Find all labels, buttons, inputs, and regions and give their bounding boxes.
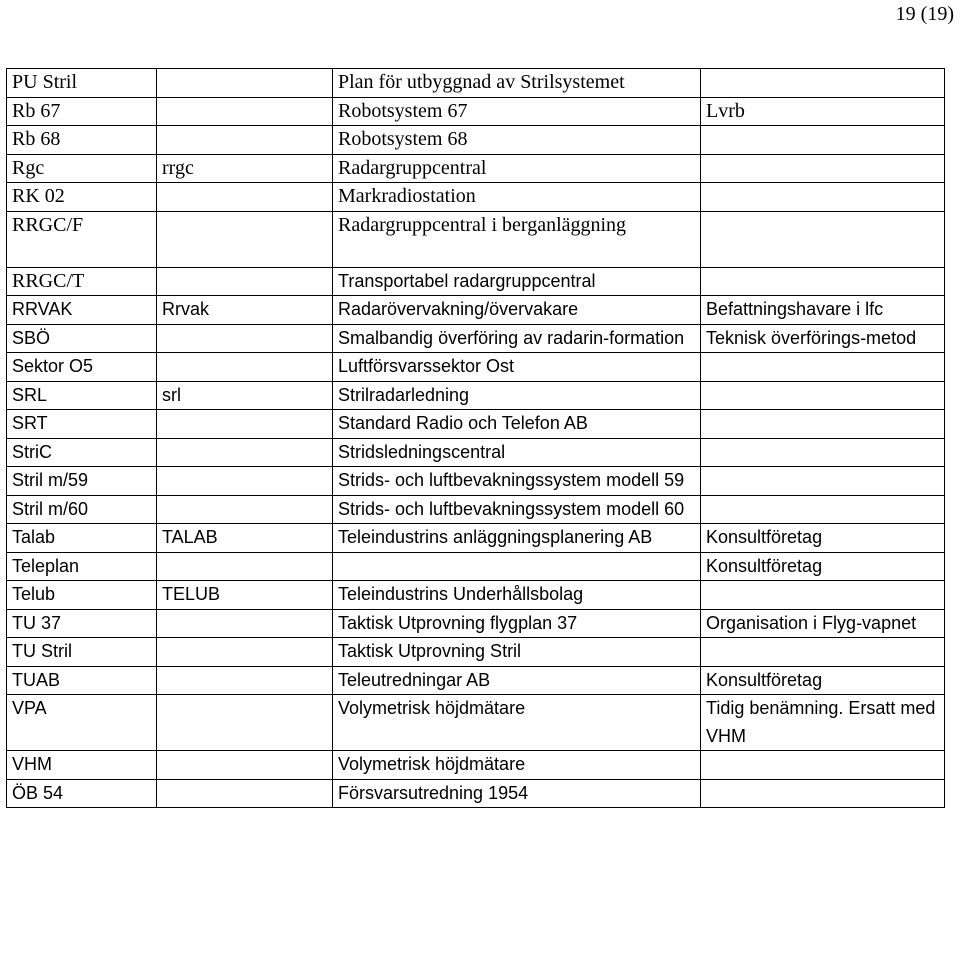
alt-abbr-cell: TALAB — [157, 524, 333, 553]
abbr-cell: SRT — [7, 410, 157, 439]
table-row — [7, 695, 945, 751]
note-cell: Befattningshavare i lfc — [701, 296, 945, 325]
alt-abbr-cell — [157, 324, 333, 353]
table-row — [7, 324, 945, 353]
meaning-cell: Försvarsutredning 1954 — [333, 779, 701, 808]
alt-abbr-cell — [157, 97, 333, 126]
meaning-cell: Stridsledningscentral — [333, 438, 701, 467]
meaning-cell: Teleutredningar AB — [333, 666, 701, 695]
table-row — [7, 495, 945, 524]
note-cell — [701, 154, 945, 183]
abbr-cell: Sektor O5 — [7, 353, 157, 382]
meaning-cell: Standard Radio och Telefon AB — [333, 410, 701, 439]
meaning-cell: Teleindustrins anläggningsplanering AB — [333, 524, 701, 553]
meaning-cell: Radargruppcentral i berganläggning — [333, 211, 701, 267]
abbr-cell: PU Stril — [7, 69, 157, 98]
meaning-cell: Volymetrisk höjdmätare — [333, 695, 701, 751]
table-row — [7, 666, 945, 695]
abbr-cell: StriC — [7, 438, 157, 467]
abbreviation-table — [6, 68, 945, 808]
alt-abbr-cell — [157, 751, 333, 780]
abbr-cell: Teleplan — [7, 552, 157, 581]
note-cell: Konsultföretag — [701, 524, 945, 553]
alt-abbr-cell: srl — [157, 381, 333, 410]
meaning-cell: Taktisk Utprovning Stril — [333, 638, 701, 667]
note-cell — [701, 211, 945, 267]
abbr-cell: Telub — [7, 581, 157, 610]
alt-abbr-cell — [157, 779, 333, 808]
table-row — [7, 581, 945, 610]
meaning-cell: Radargruppcentral — [333, 154, 701, 183]
meaning-cell: Taktisk Utprovning flygplan 37 — [333, 609, 701, 638]
note-cell — [701, 69, 945, 98]
note-cell — [701, 495, 945, 524]
abbr-cell: ÖB 54 — [7, 779, 157, 808]
table-row — [7, 381, 945, 410]
note-cell — [701, 581, 945, 610]
table-row — [7, 267, 945, 296]
abbr-cell: Stril m/60 — [7, 495, 157, 524]
meaning-cell — [333, 552, 701, 581]
alt-abbr-cell — [157, 666, 333, 695]
alt-abbr-cell — [157, 638, 333, 667]
note-cell — [701, 638, 945, 667]
alt-abbr-cell — [157, 495, 333, 524]
table-row — [7, 524, 945, 553]
meaning-cell: Radarövervakning/övervakare — [333, 296, 701, 325]
meaning-cell: Volymetrisk höjdmätare — [333, 751, 701, 780]
meaning-cell: Plan för utbyggnad av Strilsystemet — [333, 69, 701, 98]
table-row — [7, 638, 945, 667]
note-cell — [701, 779, 945, 808]
table-row — [7, 126, 945, 155]
note-cell: Teknisk överförings-metod — [701, 324, 945, 353]
abbr-cell: Rb 67 — [7, 97, 157, 126]
note-cell — [701, 467, 945, 496]
table-row — [7, 183, 945, 212]
abbr-text: RRGC/F — [12, 213, 84, 236]
alt-abbr-cell — [157, 467, 333, 496]
note-cell — [701, 353, 945, 382]
meaning-cell: Strids- och luftbevakningssystem modell 59 — [333, 467, 701, 496]
meaning-cell: Strilradarledning — [333, 381, 701, 410]
note-cell — [701, 126, 945, 155]
abbr-cell: TU 37 — [7, 609, 157, 638]
abbr-cell: RRGC/T — [7, 267, 157, 296]
note-cell — [701, 438, 945, 467]
note-cell: Konsultföretag — [701, 552, 945, 581]
table-row — [7, 609, 945, 638]
alt-abbr-cell: Rrvak — [157, 296, 333, 325]
alt-abbr-cell — [157, 695, 333, 751]
meaning-cell: Robotsystem 68 — [333, 126, 701, 155]
note-cell: Tidig benämning. Ersatt med VHM — [701, 695, 945, 751]
meaning-cell: Smalbandig överföring av radarin-formation — [333, 324, 701, 353]
alt-abbr-cell — [157, 410, 333, 439]
alt-abbr-cell — [157, 69, 333, 98]
abbr-cell: RK 02 — [7, 183, 157, 212]
note-cell — [701, 410, 945, 439]
alt-abbr-cell — [157, 211, 333, 267]
abbr-cell: Stril m/59 — [7, 467, 157, 496]
alt-abbr-cell: TELUB — [157, 581, 333, 610]
note-cell: Konsultföretag — [701, 666, 945, 695]
abbr-cell: RRVAK — [7, 296, 157, 325]
alt-abbr-cell — [157, 267, 333, 296]
note-cell — [701, 381, 945, 410]
table-row — [7, 296, 945, 325]
table-row — [7, 211, 945, 267]
abbr-cell: SBÖ — [7, 324, 157, 353]
table-row — [7, 552, 945, 581]
note-cell: Organisation i Flyg-vapnet — [701, 609, 945, 638]
abbr-cell: Talab — [7, 524, 157, 553]
alt-abbr-cell — [157, 552, 333, 581]
alt-abbr-cell: rrgc — [157, 154, 333, 183]
table-row — [7, 467, 945, 496]
table-row — [7, 438, 945, 467]
table-row — [7, 751, 945, 780]
meaning-cell: Transportabel radargruppcentral — [333, 267, 701, 296]
note-cell — [701, 183, 945, 212]
abbr-cell: SRL — [7, 381, 157, 410]
table-row — [7, 97, 945, 126]
meaning-cell: Teleindustrins Underhållsbolag — [333, 581, 701, 610]
table-row — [7, 353, 945, 382]
table-row — [7, 410, 945, 439]
abbr-cell: VHM — [7, 751, 157, 780]
meaning-cell: Strids- och luftbevakningssystem modell 60 — [333, 495, 701, 524]
abbr-cell — [7, 211, 157, 267]
page-number: 19 (19) — [895, 3, 954, 25]
abbr-cell: Rgc — [7, 154, 157, 183]
table-row — [7, 69, 945, 98]
note-cell: Lvrb — [701, 97, 945, 126]
alt-abbr-cell — [157, 353, 333, 382]
abbr-cell: TU Stril — [7, 638, 157, 667]
abbr-cell: TUAB — [7, 666, 157, 695]
abbr-cell: VPA — [7, 695, 157, 751]
alt-abbr-cell — [157, 609, 333, 638]
note-cell — [701, 751, 945, 780]
meaning-cell: Luftförsvarssektor Ost — [333, 353, 701, 382]
table-row — [7, 779, 945, 808]
abbr-cell: Rb 68 — [7, 126, 157, 155]
alt-abbr-cell — [157, 126, 333, 155]
table-row — [7, 154, 945, 183]
meaning-cell: Robotsystem 67 — [333, 97, 701, 126]
note-cell — [701, 267, 945, 296]
meaning-cell: Markradiostation — [333, 183, 701, 212]
alt-abbr-cell — [157, 183, 333, 212]
alt-abbr-cell — [157, 438, 333, 467]
